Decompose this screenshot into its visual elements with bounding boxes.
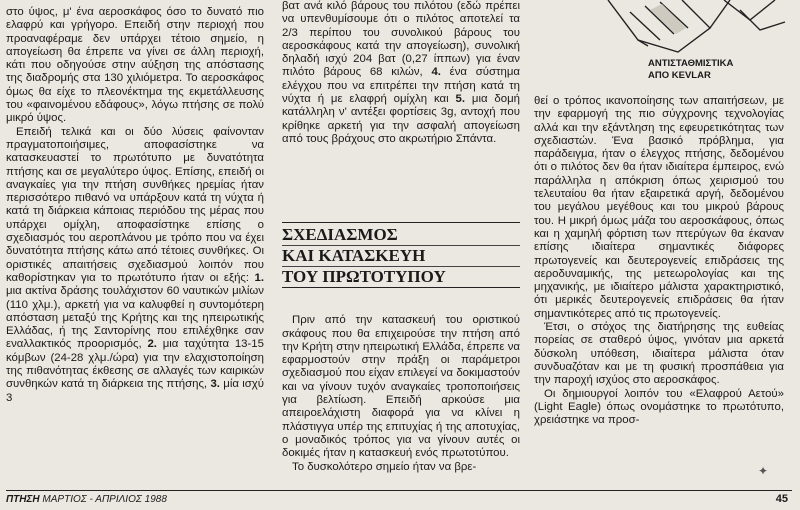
caption-line: ΑΠΟ KEVLAR <box>648 70 711 81</box>
paragraph: θεί ο τρόπος ικανοποίησης των απαιτήσεων, με την εφαρμογή της πιο σύγχρονης τεχνολογίας αλλά και την εξάντληση της εφευρετικότητας των σχεδιαστών. Ένα βασικό πρόβλημα, για παράδειγμα, ήταν ο έλεγχος πτήσης, δεδομένου ότι ο πιλότος δεν θα ήταν ιδιαίτερα έμπειρος, ενώ παράλληλα η απόκριση όπως χειρισμού του τελευταίου θα ήταν εξαιρετικά αργή, δεδομένου του μεγάλου μεγέθους και του μικρού βάρους του. Η μικρή όμως μάζα του αεροσκάφους, όπως και η χαμηλή φόρτιση των πτερύγων θα έκαναν επίσης ιδιαίτερα σημαντικές διάφορες πρωτογενείς και δευτερογενείς επιδράσεις της αεροδυναμικής, της μετεωρολογίας και της μηχανικής, με ιδιαίτερο μάλιστα χαρακτηριστικό, ότι μερικές δευτερογενείς επιδράσεις θα ήταν σημαντικότερες από τις πρωτογενείς. <box>534 95 784 320</box>
heading-line: ΣΧΕΔΙΑΣΜΟΣ <box>282 225 520 246</box>
paragraph-text: Επειδή τελικά και οι δύο λύσεις φαίνονταν πραγματοποιήσιμες, αποφασίστηκε να κατασκευαστεί το πρωτότυπο με δυνατότητα πτήσης και σε μεγαλύτερο ύψος. Επίσης, επειδή οι αναγκαίες για την πτήση συνθήκες ηρεμίας ήταν περισσότερο πιθανό να υπάρξουν κατά τη νύχτα ή κατά τη διάρκεια κάποιας περιόδου της μέρας που υπάρχει ομίχλη, αποφασίστηκε επίσης ο σχεδιασμός του αεροπλάνου με τρόπο που να έχει δυνατότητα πτήσης κάτω από τέτοιες συνθήκες. Οι οριστικές απαιτήσεις σχεδιασμού λοιπόν που καθορίστηκαν για το πρωτότυπο ήταν οι εξής: <box>6 125 264 284</box>
requirement-text: μία ισχύ 3 <box>6 378 264 404</box>
paragraph: Το δυσκολότερο σημείο ήταν να βρε- <box>292 460 477 473</box>
ink-mark-icon: ✦ <box>758 464 769 478</box>
paragraph: Έτσι, ο στόχος της διατήρησης της ευθείας πορείας σε σταθερό ύψος, γινόταν μια αρκετά δύσκολη υπόθεση, ιδιαίτερα μάλιστα όταν συνδυαζόταν και με τη φυσική προσπάθεια για την παροχή ισχύος στο αεροσκάφος. <box>534 321 784 387</box>
paragraph: Πριν από την κατασκευή του οριστικού σκάφους που θα επιχειρούσε την πτήση από την Κρήτη στην ηπειρωτική Ελλάδα, έπρεπε να εφαρμοστούν στην πράξη οι παράμετροι σχεδιασμού που είχαν επιλεγεί να δοκιμαστούν και να γίνουν τυχόν αναγκαίες τροποποιήσεις για βελτίωση. Επειδή αρκούσε μια απειροελάχιστη διαφορά για να κλίνει η πλάστιγγα υπέρ της επιτυχίας ή της αποτυχίας, ο μοναδικός τρόπος για να γίνουν αυτές οι δοκιμές ήταν η κατασκευή ενός πρωτοτύπου. <box>282 314 520 460</box>
requirement-number: 1. <box>254 271 264 284</box>
requirement-text: μια ταχύτητα 13-15 κόμβων (24-28 χλμ./ώρα) για την ελαχιστοποίηση της πιθανότητας έκθεσης σε αλλαγές των καιρικών συνθηκών κατά τη διάρκεια της πτήσης, <box>6 338 264 391</box>
requirement-number: 4. <box>431 66 441 79</box>
page-number: 45 <box>775 493 788 505</box>
requirement-text: μια ακτίνα δράσης τουλάχιστον 60 ναυτικών μιλίων (110 χλμ.), αρκετή για να καλυφθεί η συντομότερη απόσταση μεταξύ της Κρήτης και της ηπειρωτικής Ελλάδας, ή της Σαντορίνης που επιλέχθηκε σαν εναλλακτικός προορισμός, <box>6 285 264 351</box>
requirement-number: 2. <box>147 338 157 351</box>
issue-date: ΜΑΡΤΙΟΣ - ΑΠΡΙΛΙΟΣ 1988 <box>42 494 167 505</box>
paragraph <box>6 126 264 405</box>
footer-magazine <box>6 494 167 505</box>
magazine-name: ΠΤΗΣΗ <box>6 494 40 505</box>
text-column-right <box>534 95 784 490</box>
page-footer <box>6 490 792 509</box>
illustration-caption <box>648 58 788 82</box>
heading-line: ΤΟΥ ΠΡΩΤΟΤΥΠΟΥ <box>282 267 446 286</box>
requirement-number: 5. <box>455 93 466 106</box>
section-heading <box>282 222 520 288</box>
paragraph <box>282 0 520 146</box>
requirement-text: μια δομή κατάλληλη ν' αντέξει φορτίσεις 3g, αντοχή που κρίθηκε αρκετή για την ασφαλή απογείωση από τους βράχους στο ακρωτήριο Σπάντα. <box>282 93 520 145</box>
heading-line: ΚΑΙ ΚΑΤΑΣΚΕΥΗ <box>282 246 520 267</box>
paragraph: στο ύψος, μ' ένα αεροσκάφος όσο το δυνατό πιο ελαφρύ και γρήγορο. Επειδή στην περιοχή που προαναφέραμε δεν υπάρχει τέτοιο σημείο, η απογείωση θα έπρεπε να γίνει σε άλλη περιοχή, κάτι που οδηγούσε στην αύξηση της απόστασης της διαδρομής στα 130 χιλιόμετρα. Το αεροσκάφος όμως θα είχε το πλεονέκτημα της εκμετάλλευσης του «φαινομένου εδάφους», λόγω πτήσης σε πολύ μικρό ύψος. <box>6 6 264 125</box>
paragraph: Οι δημιουργοί λοιπόν του «Ελαφρού Αετού» (Light Eagle) όπως ονομάστηκε το πρωτότυπο, χρειάστηκε να προσ- <box>534 387 784 427</box>
requirement-text: ένα σύστημα ελέγχου που να επιτρέπει την πτήση κατά τη νύχτα ή με ελαφρή ομίχλη και <box>282 66 520 106</box>
requirement-number: 3. <box>210 378 220 391</box>
text-column-left <box>6 6 264 490</box>
caption-line: ΑΝΤΙΣΤΑΘΜΙΣΤΙΚΑ <box>648 58 734 69</box>
paragraph-text: βατ ανά κιλό βάρους του πιλότου (εδώ πρέπει να υπενθυμίσουμε ότι ο πιλότος αποτελεί τα 2/3 περίπου του συνολικού βάρους του αεροσκάφους κατά την απογείωση), συνολική δηλαδή ισχύ 204 βατ (0,27 ίππων) για έναν πιλότο βάρους 68 κιλών, <box>282 0 520 79</box>
